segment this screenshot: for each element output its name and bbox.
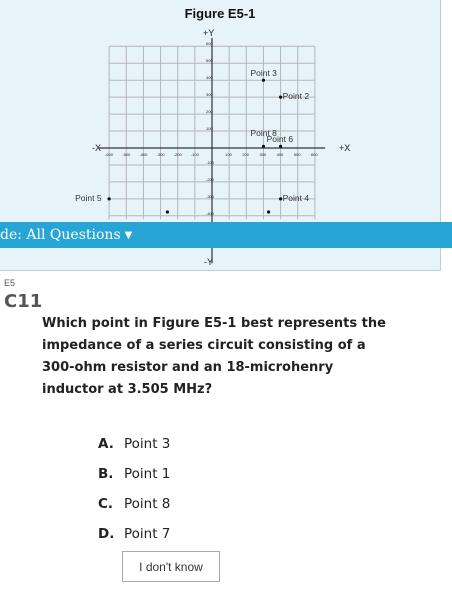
y-tick-label: 300 xyxy=(206,92,213,98)
x-tick-label: -300 xyxy=(156,152,165,157)
point-label: Point 8 xyxy=(250,128,277,139)
y-tick-label: -200 xyxy=(206,176,215,182)
x-tick-label: 200 xyxy=(242,152,249,157)
figure-title: Figure E5-1 xyxy=(184,6,256,21)
answer-text: Point 3 xyxy=(124,436,171,452)
x-tick-label: 600 xyxy=(310,152,318,157)
answer-option-b[interactable] xyxy=(98,466,170,496)
y-minus-label: -Y xyxy=(204,257,213,267)
chevron-down-icon: ▼ xyxy=(124,230,133,241)
point-label: Point 6 xyxy=(266,134,294,145)
answer-letter: B. xyxy=(98,466,114,482)
y-plus-label: +Y xyxy=(203,28,215,38)
x-tick-label: -200 xyxy=(173,152,182,157)
point-label: Point 3 xyxy=(250,68,277,79)
y-tick-label: 600 xyxy=(206,41,213,47)
x-tick-label: 400 xyxy=(276,152,284,157)
y-tick-label: 400 xyxy=(206,75,213,81)
data-point xyxy=(279,145,282,148)
answer-text: Point 8 xyxy=(124,496,171,512)
y-tick-label: 500 xyxy=(206,58,213,64)
y-tick-label: -300 xyxy=(206,193,215,199)
answer-text: Point 7 xyxy=(124,526,171,542)
data-point xyxy=(262,145,265,148)
question-number: C11 xyxy=(4,291,43,312)
y-tick-label: 200 xyxy=(206,109,213,115)
point-label: Point 5 xyxy=(75,192,102,203)
data-point xyxy=(262,79,265,82)
point-label: Point 2 xyxy=(282,91,310,102)
answer-letter: A. xyxy=(98,436,114,452)
data-point xyxy=(267,210,270,213)
answer-letter: C. xyxy=(98,496,114,512)
question-pool: E5 xyxy=(4,278,16,288)
x-tick-label: 100 xyxy=(225,152,232,157)
question-text: Which point in Figure E5-1 best represents the impedance of a series circuit consisting of a 300-ohm resistor and an 18-microhenry inductor at 3.505 MHz? xyxy=(42,316,386,397)
x-tick-label: -500 xyxy=(122,152,131,157)
data-point xyxy=(108,197,111,200)
y-tick-label: 100 xyxy=(206,126,213,132)
x-tick-label: -100 xyxy=(190,152,199,157)
mode-bar[interactable] xyxy=(0,222,452,248)
answer-option-a[interactable] xyxy=(98,436,170,466)
x-plus-label: +X xyxy=(339,143,351,153)
y-tick-label: -400 xyxy=(206,210,215,216)
x-minus-label: -X xyxy=(92,143,101,153)
data-point xyxy=(166,210,169,213)
answer-text: Point 1 xyxy=(124,466,171,482)
x-tick-label: -600 xyxy=(105,152,114,157)
x-tick-label: 300 xyxy=(259,152,267,157)
mode-selector[interactable] xyxy=(0,227,132,243)
y-tick-label: -100 xyxy=(206,159,215,165)
x-tick-label: 500 xyxy=(293,152,301,157)
answer-list xyxy=(98,436,170,556)
answer-letter: D. xyxy=(98,526,115,542)
point-label: Point 4 xyxy=(282,192,310,203)
dont-know-button[interactable]: I don't know xyxy=(122,551,220,582)
answer-option-c[interactable] xyxy=(98,496,170,526)
mode-selector-label: de: All Questions xyxy=(0,227,121,243)
x-tick-label: -400 xyxy=(139,152,148,157)
